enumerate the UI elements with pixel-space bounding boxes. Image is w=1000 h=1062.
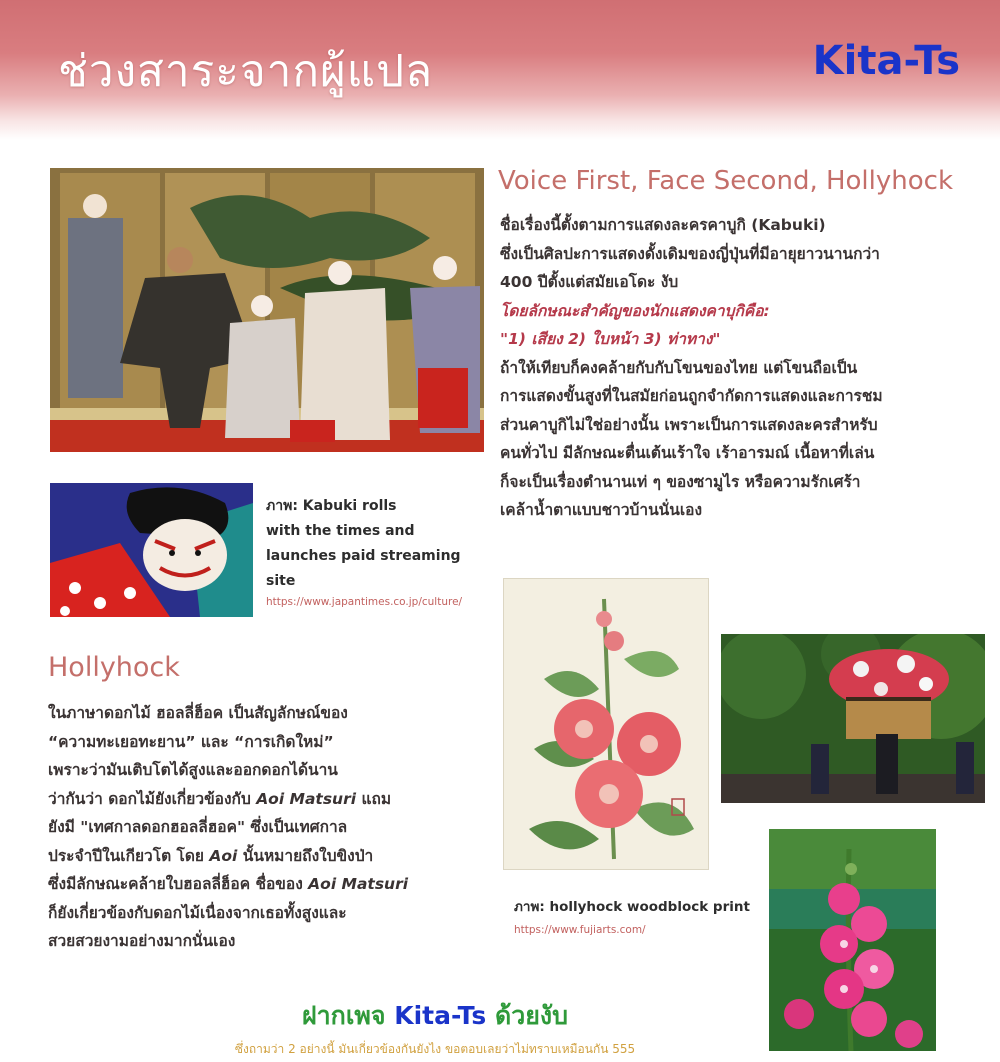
body-line (48, 785, 498, 814)
body-line: ถ้าให้เทียบก็คงคล้ายกับกับโขนของไทย แต่โขนถือเป็น (500, 358, 858, 377)
footer-note: ซึ่งถามว่า 2 อย่างนี้ มันเกี่ยวข้องกันยังไง ขอตอบเลยว่าไม่ทราบเหมือนกัน 555 (234, 1042, 636, 1056)
body-line (48, 842, 498, 871)
emphasis-line: โดยลักษณะสำคัญของนักแสดงคาบุกิคือ: (500, 301, 770, 320)
body-line: ยังมี "เทศกาลดอกฮอลลี่ฮอค" ซึ่งเป็นเทศกาล (48, 818, 348, 836)
page-title: ช่วงสาระจากผู้แปล (58, 46, 434, 97)
body-line: เคล้าน้ำตาแบบชาวบ้านนั่นเอง (500, 501, 703, 519)
body-line: คนทั่วไป มีลักษณะตื่นเต้นเร้าใจ เร้าอารมณ์ เนื้อหาที่เล่น (500, 444, 875, 462)
woodblock-caption (514, 895, 774, 936)
body-line: ในภาษาดอกไม้ ฮอลลี่ฮ็อค เป็นสัญลักษณ์ของ (48, 704, 348, 722)
body-line: ก็จะเป็นเรื่องตำนานเท่ ๆ ของซามูไร หรือความรักเศร้า (500, 472, 861, 491)
footer-promo (0, 996, 870, 1036)
body-text: ประจำปีในเกียวโต โดย (48, 846, 210, 865)
kabuki-illustration (50, 483, 253, 617)
kabuki-stage-photo (50, 168, 484, 452)
caption-line: ภาพ: Kabuki rolls (266, 498, 397, 514)
body-text: ซึ่งมีลักษณะคล้ายใบฮอลลี่ฮ็อค ชื่อของ (48, 875, 309, 893)
source-link[interactable]: https://www.japantimes.co.jp/culture/ (266, 596, 463, 608)
source-link[interactable]: https://www.fujiarts.com/ (514, 924, 646, 936)
body-text: แถม (356, 789, 392, 808)
body-line: เพราะว่ามันเติบโตได้สูงและออกดอกได้นาน (48, 761, 338, 779)
body-line: ส่วนคาบูกิไม่ใช่อย่างนั้น เพราะเป็นการแสดงละครสำหรับ (500, 415, 878, 434)
footer-text: ด้วยงับ (486, 1001, 568, 1030)
body-line: “ความทะเยอทะยาน” และ “การเกิดใหม่” (48, 732, 334, 751)
kabuki-caption (266, 494, 486, 608)
caption-line: launches paid streaming site (266, 548, 461, 589)
body-text: ว่ากันว่า ดอกไม้ยังเกี่ยวข้องกับ (48, 789, 257, 808)
hollyhock-woodblock-print (503, 578, 709, 870)
aoi-matsuri-term: Aoi Matsuri (256, 789, 357, 808)
caption-line: with the times and (266, 523, 415, 539)
body-line (48, 870, 498, 899)
brand-logo: Kita-Ts (812, 38, 960, 84)
footer-brand: Kita-Ts (394, 1001, 487, 1030)
emphasis-line: "1) เสียง 2) ใบหน้า 3) ท่าทาง" (500, 330, 721, 348)
aoi-term: Aoi (209, 846, 238, 865)
caption-line: ภาพ: hollyhock woodblock print (514, 899, 750, 915)
section-voice-body (500, 211, 980, 525)
body-line: ซึ่งเป็นศิลปะการแสดงดั้งเดิมของญี่ปุ่นที่มีอายุยาวนานกว่า (500, 244, 880, 263)
section-hollyhock-body (48, 699, 498, 956)
header-banner (0, 0, 1000, 140)
body-text: นั้นหมายถึงใบขิงป่า (237, 846, 374, 865)
section-heading-hollyhock: Hollyhock (48, 652, 180, 683)
section-heading-voice: Voice First, Face Second, Hollyhock (498, 166, 953, 196)
body-line: ก็ยังเกี่ยวข้องกับดอกไม้เนื่องจากเธอทั้งสูงและ (48, 903, 347, 922)
body-line: 400 ปีตั้งแต่สมัยเอโดะ งับ (500, 273, 679, 291)
aoi-matsuri-term: Aoi Matsuri (308, 875, 409, 893)
aoi-matsuri-festival-photo (721, 634, 985, 803)
body-line: ชื่อเรื่องนี้ตั้งตามการแสดงละครคาบูกิ (Kabuki) (500, 216, 826, 234)
body-line: การแสดงขั้นสูงที่ในสมัยก่อนถูกจำกัดการแสดงและการชม (500, 387, 883, 405)
body-line: สวยสวยงามอย่างมากนั่นเอง (48, 932, 236, 950)
footer-text: ฝากเพจ (302, 1001, 395, 1030)
